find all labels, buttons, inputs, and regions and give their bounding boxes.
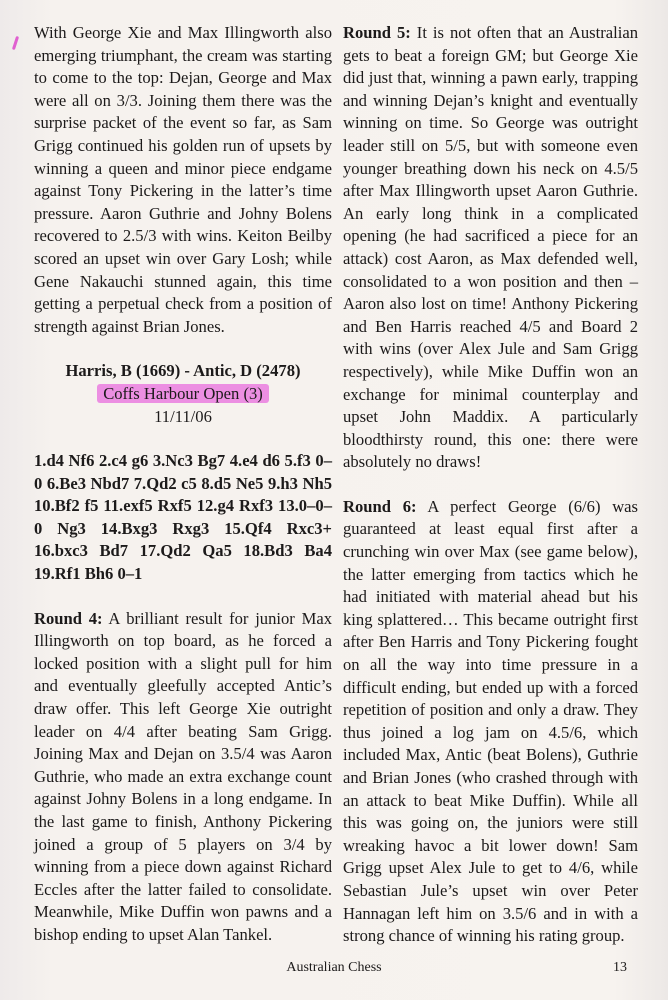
round5-text: It is not often that an Australian gets to beat a foreign GM; but George Xie did just that, winning a pawn early, trapping and winning Dejan’s knight and eventually winning on time. So George was outright leader still on 5/5, but with someone even younger breathing down his neck on 4.5/5 after Max Illingworth upset Aaron Guthrie. An early long think in a complicated opening (he had sacrificed a piece for an attack) cost Aaron, as Max defended well, consolidated to a won position and then – Aaron also lost on time! Anthony Pickering and Ben Harris reached 4/5 and Board 2 with wins (over Alex Jule and Sam Grigg respectively), while Mike Duffin won an exchange for minimal counterplay and upset John Maddix. A particularly bloodthirsty round, this one: there were absolutely no draws! xyxy=(343,23,639,472)
game-event: Coffs Harbour Open (3) xyxy=(97,384,269,403)
round4-text: A brilliant result for junior Max Illingworth on top board, as he forced a locked position with a slight pull for him and eventually gleefully accepted Antic’s draw offer. This left George Xie outright leader on 4/4 after beating Sam Grigg. Joining Max and Dejan on 3.5/4 was Aaron Guthrie, who made an extra exchange count against Johny Bolens in a long endgame. In the last game to finish, Anthony Pickering joined a group of 5 players on 3/4 by winning from a piece down against Richard Eccles after the latter failed to consolidate. Meanwhile, Mike Duffin won pawns and a bishop ending to upset Alan Tankel. xyxy=(34,608,332,944)
round6-paragraph xyxy=(343,496,638,948)
game-date: 11/11/06 xyxy=(154,406,212,426)
round5-heading: Round 5: xyxy=(343,23,411,42)
highlighter-mark xyxy=(12,36,19,50)
left-column xyxy=(34,22,332,947)
footer-page-number: 13 xyxy=(613,960,627,975)
intro-paragraph: With George Xie and Max Illingworth also emerging triumphant, the cream was starting to come to the top: Dejan, George and Max were all on 3/3. Joining them there was the surprise packet of the event so far, as Sam Grigg continued his golden run of upsets by winning a queen and minor piece endgame against Tony Pickering in the latter’s time pressure. Aaron Guthrie and Johny Bolens recovered to 2.5/3 with wins. Keiton Beilby scored an upset win over Gary Losh; while Gene Nakauchi stunned again, this time getting a perpetual check from a position of strength against Brian Jones. xyxy=(34,23,332,336)
round6-heading: Round 6: xyxy=(343,496,417,516)
game-moves: 1.d4 Nf6 2.c4 g6 3.Nc3 Bg7 4.e4 d6 5.f3 0–0 6.Be3 Nbd7 7.Qd2 c5 8.d5 Ne5 9.h3 Nh5 10.Bf2 f5 11.exf5 Rxf5 12.g4 Rxf3 13.0–0–0 Ng3 14.Bxg3 Rxg3 15.Qf4 Rxc3+ 16.bxc3 Bd7 17.Qd2 Qa5 18.Bd3 Ba4 19.Rf1 Bh6 0–1 xyxy=(34,451,332,584)
right-column xyxy=(343,22,638,948)
game-players: Harris, B (1669) - Antic, D (2478) xyxy=(65,361,301,381)
footer-magazine-title: Australian Chess xyxy=(286,960,382,975)
round6-text: A perfect George (6/6) was guaranteed at least equal first after a crunching win over Max (see game below), the latter emerging from tactics which he had initiated with material ahead but his king splattered… This became outright first after Ben Harris and Tony Pickering fought on all the way into time pressure in a difficult ending, but ended up with a forced repetition of position and only a draw. They thus joined a log jam on 4.5/6, which included Max, Antic (beat Bolens), Guthrie and Brian Jones (who crashed through with an attack to beat Mike Duffin). While all this was going on, the juniors were still wreaking havoc a bit lower down! Sam Grigg upset Alex Jule to get to 4/6, while Sebastian Jule’s upset win over Peter Hannagan left him on 3.5/6 and in with a strong chance of winning his rating group. xyxy=(343,496,639,946)
round4-heading: Round 4: xyxy=(34,608,103,628)
round5-paragraph xyxy=(343,22,638,474)
round4-paragraph xyxy=(34,608,332,947)
game-header xyxy=(34,360,332,428)
